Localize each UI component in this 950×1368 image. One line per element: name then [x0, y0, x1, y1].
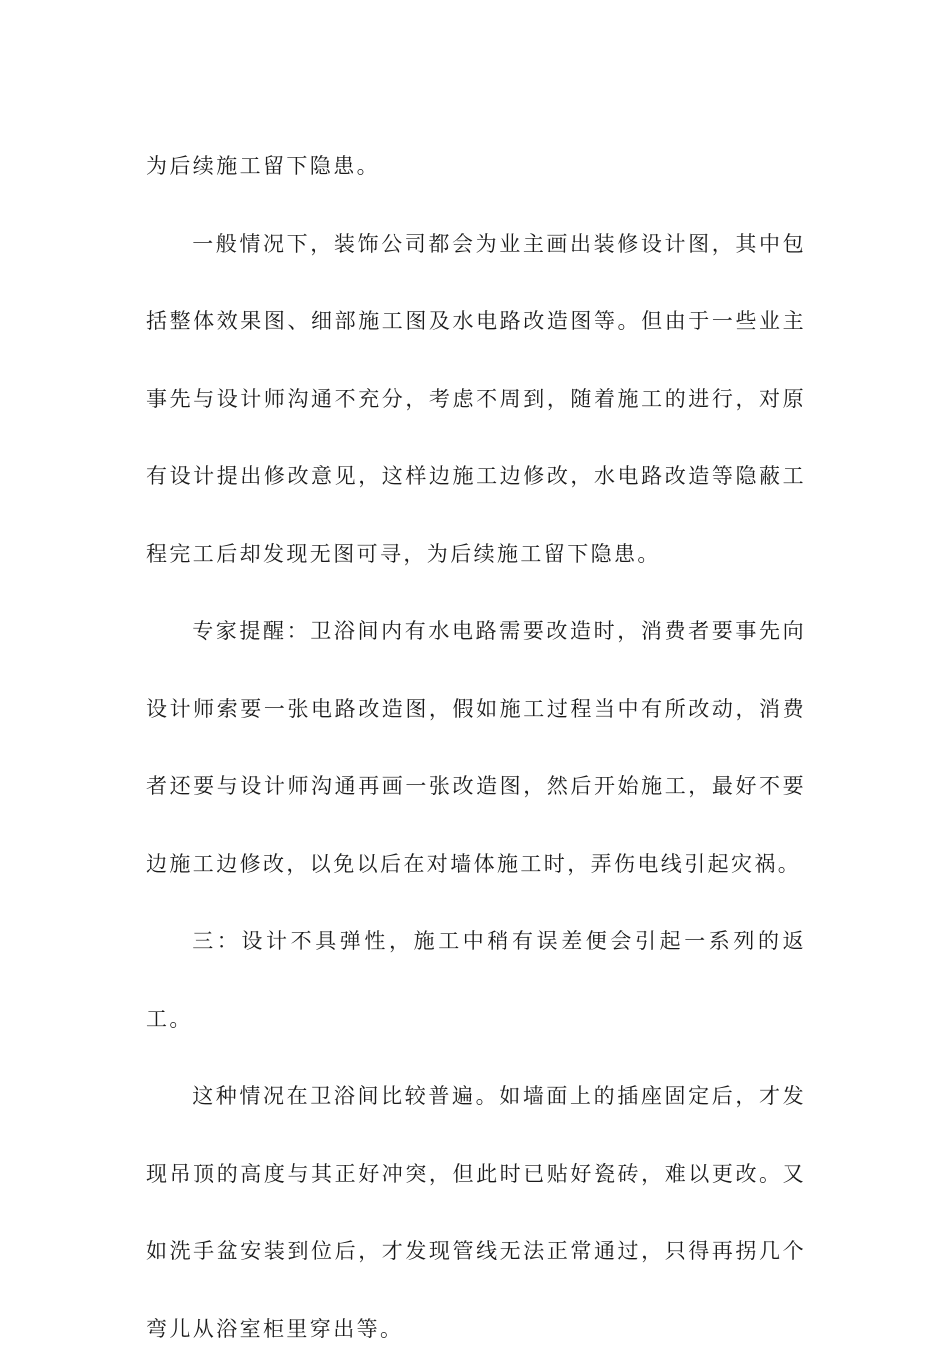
paragraph-expert-tip: 专家提醒：卫浴间内有水电路需要改造时，消费者要事先向设计师索要一张电路改造图，假如施工过程当中有所改动，消费者还要与设计师沟通再画一张改造图，然后开始施工，最好不要边施工边修改，以免以后在对墙体施工时，弄伤电线引起灾祸。: [146, 619, 806, 876]
paragraph-continuation: 为后续施工留下隐患。: [146, 154, 380, 178]
paragraph-design-drawings: 一般情况下，装饰公司都会为业主画出装修设计图，其中包括整体效果图、细部施工图及水电路改造图等。但由于一些业主事先与设计师沟通不充分，考虑不周到，随着施工的进行，对原有设计提出修改意见，这样边施工边修改，水电路改造等隐蔽工程完工后却发现无图可寻，为后续施工留下隐患。: [146, 231, 806, 566]
section-heading-three: 三：设计不具弹性，施工中稍有误差便会引起一系列的返工。: [146, 929, 806, 1031]
paragraph-bathroom-example: 这种情况在卫浴间比较普遍。如墙面上的插座固定后，才发现吊顶的高度与其正好冲突，但此时已贴好瓷砖，难以更改。又如洗手盆安装到位后，才发现管线无法正常通过，只得再拐几个弯儿从浴室柜里穿出等。: [146, 1084, 806, 1341]
body-text: [146, 128, 806, 1368]
